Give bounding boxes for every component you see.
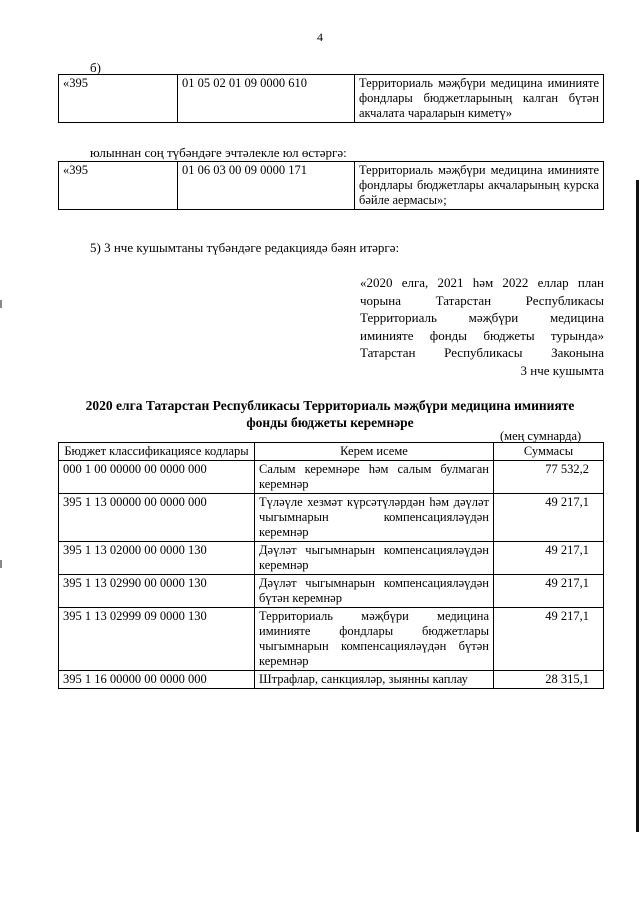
table-row — [59, 461, 604, 494]
header-name: Керем исеме — [255, 443, 494, 461]
admin-code-cell: «395 — [59, 162, 178, 210]
sum-cell: 49 217,1 — [494, 575, 604, 608]
heading-line: 2020 елга Татарстан Республикасы Территориаль мәҗбүри медицина иминияте — [85, 398, 575, 413]
table-row — [59, 608, 604, 671]
page-number: 4 — [317, 30, 323, 44]
heading-line: фонды бюджеты керемнәре — [246, 415, 414, 430]
table-row — [59, 575, 604, 608]
table-header-row — [59, 443, 604, 461]
section-heading — [40, 397, 620, 431]
name-cell: Салым керемнәре һәм салым булмаган керемнәр — [255, 461, 494, 494]
table-row — [59, 494, 604, 542]
table-row — [59, 75, 604, 123]
annex-line: «2020 елга, 2021 һәм 2022 еллар план — [360, 275, 604, 290]
sum-cell: 49 217,1 — [494, 542, 604, 575]
item-letter: б) — [90, 60, 101, 75]
sum-cell: 49 217,1 — [494, 608, 604, 671]
code-cell: 395 1 13 02999 09 0000 130 — [59, 608, 255, 671]
sum-cell: 49 217,1 — [494, 494, 604, 542]
unit-note: (мең сумнарда) — [500, 429, 582, 443]
scan-margin-mark — [0, 560, 2, 568]
code-cell: 395 1 13 02990 00 0000 130 — [59, 575, 255, 608]
name-cell: Дәүләт чыгымнарын компенсацияләүдән керемнәр — [255, 542, 494, 575]
name-cell: Штрафлар, санкцияләр, зыянны каплау — [255, 671, 494, 689]
bcc-cell: 01 06 03 00 09 0000 171 — [178, 162, 355, 210]
annex-reference — [360, 274, 604, 379]
scan-edge-line — [636, 180, 639, 832]
table-row — [59, 671, 604, 689]
name-cell: Территориаль мәҗбүри медицина иминияте фондлары бюджетлары чыгымнарын компенсацияләүдән бүтән керемнәр — [255, 608, 494, 671]
transition-text: юлыннан соң түбәндәге эчтәлекле юл өстәргә: — [90, 145, 347, 160]
code-cell: 395 1 13 02000 00 0000 130 — [59, 542, 255, 575]
code-cell: 000 1 00 00000 00 0000 000 — [59, 461, 255, 494]
admin-code-cell: «395 — [59, 75, 178, 123]
table-row — [59, 162, 604, 210]
point-5-text: 5) 3 нче кушымтаны түбәндәге редакциядә бәян итәргә: — [90, 240, 400, 255]
scan-margin-mark — [0, 300, 2, 308]
header-code: Бюджет классификациясе кодлары — [59, 443, 255, 461]
header-sum: Суммасы — [494, 443, 604, 461]
name-cell: Территориаль мәҗбүри медицина иминияте фондлары бюджетлары акчаларының курска бәйле аермасы»; — [355, 162, 604, 210]
annex-line: Территориаль мәҗбүри медицина — [360, 310, 604, 325]
code-cell: 395 1 13 00000 00 0000 000 — [59, 494, 255, 542]
sum-cell: 28 315,1 — [494, 671, 604, 689]
amendment-table-first — [58, 74, 604, 123]
annex-line: чорына Татарстан Республикасы — [360, 292, 604, 308]
code-cell: 395 1 16 00000 00 0000 000 — [59, 671, 255, 689]
name-cell: Дәүләт чыгымнарын компенсацияләүдән бүтән керемнәр — [255, 575, 494, 608]
annex-line: Татарстан Республикасы Законына — [360, 345, 604, 360]
amendment-table-second — [58, 161, 604, 210]
annex-line: иминияте фонды бюджеты турында» — [360, 327, 604, 343]
name-cell: Территориаль мәҗбүри медицина иминияте фондлары бюджетларының калган бүтән акчалата чараларын киметү» — [355, 75, 604, 123]
revenue-table — [58, 442, 604, 689]
annex-line: 3 нче кушымта — [520, 362, 604, 378]
bcc-cell: 01 05 02 01 09 0000 610 — [178, 75, 355, 123]
name-cell: Түләүле хезмәт күрсәтүләрдән һәм дәүләт чыгымнарын компенсацияләүдән керемнәр — [255, 494, 494, 542]
sum-cell: 77 532,2 — [494, 461, 604, 494]
table-row — [59, 542, 604, 575]
